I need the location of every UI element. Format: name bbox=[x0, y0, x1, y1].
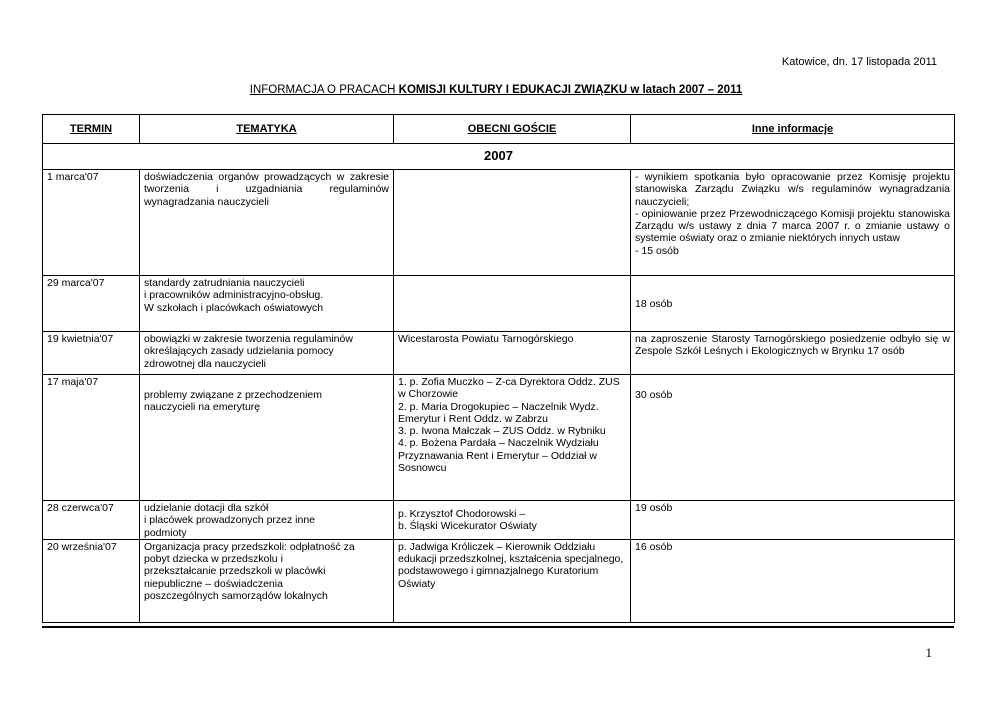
row-tematyka-line: zdrowotnej dla nauczycieli bbox=[144, 357, 266, 370]
table-row bbox=[43, 276, 955, 332]
row-tematyka bbox=[140, 501, 394, 540]
row-tematyka bbox=[140, 276, 394, 332]
row-tematyka-line: niepubliczne – doświadczenia bbox=[144, 577, 283, 590]
row-goscie-line: 3. p. Iwona Małczak – ZUS Oddz. w Rybniku bbox=[398, 425, 606, 438]
row-inne-line: - opiniowanie przez Przewodniczącego Komisji projektu stanowiska Zarządu w/s ustawy z dnia 7 marca 2007 r. o zmianie ustawy o systemie oświaty oraz o zmianie niektórych innych ustaw bbox=[635, 207, 950, 245]
row-tematyka-line: obowiązki w zakresie tworzenia regulaminów bbox=[144, 333, 353, 345]
row-tematyka-line: i placówek prowadzonych przez inne bbox=[144, 514, 316, 527]
row-tematyka-line: pobyt dziecka w przedszkolu i bbox=[144, 553, 283, 566]
row-goscie bbox=[394, 170, 631, 276]
row-inne bbox=[631, 170, 955, 276]
row-tematyka-line: podmioty bbox=[144, 526, 187, 539]
row-tematyka bbox=[140, 332, 394, 375]
table-header-row bbox=[43, 115, 955, 144]
row-tematyka-line: standardy zatrudniania nauczycieli bbox=[144, 277, 305, 289]
row-termin: 17 maja'07 bbox=[43, 375, 140, 501]
column-header-tematyka: TEMATYKA bbox=[140, 115, 394, 144]
row-goscie bbox=[394, 375, 631, 501]
row-goscie: p. Jadwiga Króliczek – Kierownik Oddziału edukacji przedszkolnej, kształcenia specjalnego, podstawowego i gimnazjalnego Kuratorium Oświaty bbox=[394, 539, 631, 622]
meetings-table bbox=[42, 114, 955, 623]
row-inne bbox=[631, 375, 955, 501]
document-title bbox=[0, 84, 992, 96]
table-row bbox=[43, 170, 955, 276]
page-number: 1 bbox=[925, 645, 932, 660]
row-goscie-line: 4. p. Bożena Pardała – Naczelnik Wydziału Przyznawania Rent i Emerytur – Oddział w Sosnowcu bbox=[398, 437, 599, 475]
row-goscie bbox=[394, 501, 631, 540]
row-tematyka: doświadczenia organów prowadzących w zakresie tworzenia i uzgadniania regulaminów wynagradzania nauczycieli bbox=[140, 170, 394, 276]
row-termin: 28 czerwca'07 bbox=[43, 501, 140, 540]
document-date: Katowice, dn. 17 listopada 2011 bbox=[781, 56, 937, 68]
row-goscie bbox=[394, 276, 631, 332]
row-tematyka-line: określających zasady udzielania pomocy bbox=[144, 345, 334, 358]
row-goscie-line: 1. p. Zofia Muczko – Z-ca Dyrektora Oddz. ZUS w Chorzowie bbox=[398, 376, 620, 401]
column-header-obecni-goscie: OBECNI GOŚCIE bbox=[394, 115, 631, 144]
row-tematyka-line: W szkołach i placówkach oświatowych bbox=[144, 301, 324, 314]
row-inne: na zaproszenie Starosty Tarnogórskiego posiedzenie odbyło się w Zespole Szkół Leśnych i Ekologicznych w Brynku 17 osób bbox=[631, 332, 955, 375]
row-tematyka-line: Organizacja pracy przedszkoli: odpłatność za bbox=[144, 540, 355, 553]
table-row bbox=[43, 539, 955, 622]
row-inne-line: - wynikiem spotkania było opracowanie przez Komisję projektu stanowiska Zarządu Związku w/s regulaminów wynagradzania nauczycieli; bbox=[635, 171, 950, 208]
row-goscie: Wicestarosta Powiatu Tarnogórskiego bbox=[394, 332, 631, 375]
row-inne: 16 osób bbox=[631, 539, 955, 622]
row-goscie-line: 2. p. Maria Drogokupiec – Naczelnik Wydz. Emerytur i Rent Oddz. w Zabrzu bbox=[398, 400, 599, 425]
table-row bbox=[43, 501, 955, 540]
row-tematyka-line: poszczególnych samorządów lokalnych bbox=[144, 590, 328, 603]
row-tematyka-line: przekształcanie przedszkoli w placówki bbox=[144, 565, 326, 578]
row-tematyka bbox=[140, 539, 394, 622]
year-row bbox=[43, 144, 955, 170]
bottom-rule bbox=[42, 626, 954, 628]
row-termin: 19 kwietnia'07 bbox=[43, 332, 140, 375]
table-row bbox=[43, 332, 955, 375]
row-inne: 18 osób bbox=[631, 276, 955, 332]
row-goscie-line: b. Śląski Wicekurator Oświaty bbox=[398, 520, 537, 533]
row-inne-line: 30 osób bbox=[635, 389, 673, 401]
year-label: 2007 bbox=[43, 144, 955, 170]
row-tematyka-line: nauczycieli na emeryturę bbox=[144, 401, 261, 414]
row-termin: 29 marca'07 bbox=[43, 276, 140, 332]
document-title-part2: KOMISJI KULTURY I EDUKACJI ZWIĄZKU w latach 2007 – 2011 bbox=[398, 84, 743, 96]
row-inne: 19 osób bbox=[631, 501, 955, 540]
row-goscie-line: p. Krzysztof Chodorowski – bbox=[398, 508, 526, 521]
row-tematyka-line: i pracowników administracyjno-obsług. bbox=[144, 289, 324, 302]
document-title-part1: INFORMACJA O PRACACH bbox=[249, 84, 399, 96]
table-row bbox=[43, 375, 955, 501]
row-tematyka bbox=[140, 375, 394, 501]
row-inne-line: - 15 osób bbox=[635, 244, 679, 257]
row-tematyka-line: problemy związane z przechodzeniem bbox=[144, 389, 323, 401]
row-tematyka-line: udzielanie dotacji dla szkół bbox=[144, 502, 269, 514]
column-header-termin: TERMIN bbox=[43, 115, 140, 144]
row-termin: 1 marca'07 bbox=[43, 170, 140, 276]
row-termin: 20 września'07 bbox=[43, 539, 140, 622]
column-header-inne-informacje: Inne informacje bbox=[631, 115, 955, 144]
